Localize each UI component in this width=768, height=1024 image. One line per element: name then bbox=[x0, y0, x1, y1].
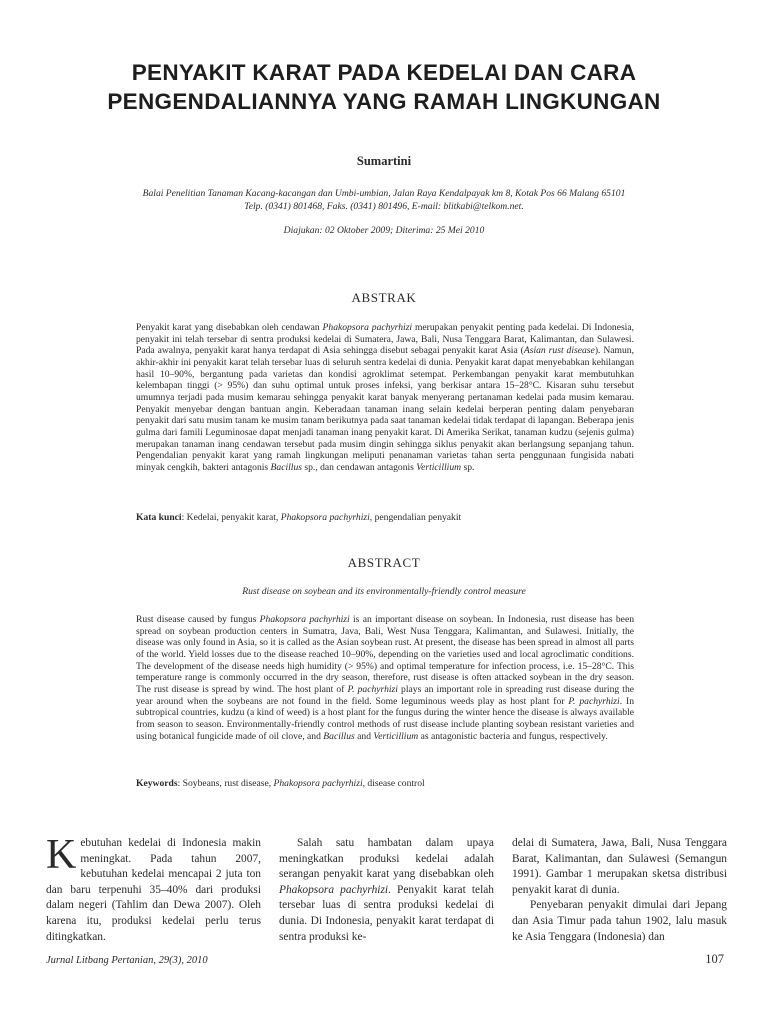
body-column-2 bbox=[279, 836, 494, 945]
abstrak-bacillus: Bacillus bbox=[270, 461, 302, 473]
abstract-text-1: Rust disease caused by fungus bbox=[136, 614, 260, 625]
submission-dates: Diajukan: 02 Oktober 2009; Diterima: 25 Mei 2010 bbox=[283, 225, 485, 236]
abstrak-heading: ABSTRAK bbox=[351, 290, 417, 305]
abstract-heading: ABSTRACT bbox=[347, 555, 421, 570]
article-title bbox=[0, 58, 768, 116]
abstract-verticillium: Verticillium bbox=[373, 730, 419, 742]
drop-cap: K bbox=[46, 832, 77, 878]
keywords bbox=[136, 778, 634, 790]
keywords-text-2: disease control bbox=[365, 778, 425, 789]
body-column-3 bbox=[512, 836, 727, 945]
keywords-species: Phakopsora pachyrhizi, bbox=[273, 778, 366, 789]
abstrak-asian-rust: Asian rust disease bbox=[523, 345, 595, 357]
column-2-text-2: . Penyakit karat telah tersebar luas di sentra produksi kedelai di dunia. Di Indonesia, penyakit karat terdapat di sentra produksi ke- bbox=[279, 883, 494, 943]
title-line-2: PENGENDALIANNYA YANG RAMAH LINGKUNGAN bbox=[107, 89, 661, 114]
abstract-species-3: P. pachyrhizi bbox=[568, 695, 620, 707]
abstrak-body bbox=[136, 322, 634, 474]
affiliation-line-1: Balai Penelitian Tanaman Kacang-kacangan dan Umbi-umbian, Jalan Raya Kendalpayak km 8, Kotak Pos 66 Malang 65101 bbox=[142, 188, 626, 199]
abstract-text-3: plays an important role in spreading rust disease during the year around when the soybeans are not found in the field. Some leguminous weeds play as host plant for bbox=[136, 683, 635, 707]
abstract-text-6: as antagonistic bacteria and fungus, respectively. bbox=[418, 730, 608, 742]
abstract-text-5: and bbox=[354, 730, 374, 742]
column-2-text-1: Salah satu hambatan dalam upaya meningkatkan produksi kedelai adalah serangan penyakit karat yang disebabkan oleh bbox=[279, 837, 494, 881]
abstract-bacillus: Bacillus bbox=[323, 730, 355, 742]
abstrak-verticillium: Verticillium bbox=[416, 461, 462, 473]
abstrak-text-5: sp. bbox=[461, 461, 475, 473]
keywords-label: Keywords bbox=[136, 778, 178, 789]
abstrak-text-1: Penyakit karat yang disebabkan oleh cendawan bbox=[136, 322, 323, 333]
column-3-para-1: delai di Sumatera, Jawa, Bali, Nusa Tenggara Barat, Kalimantan, dan Sulawesi (Semangun 1991). Gambar 1 merupakan sketsa distribusi penyakit karat di dunia. bbox=[512, 837, 727, 896]
abstract-text-4: . In subtropical countries, kudzu (a kind of weed) is a host plant for the fungus during the winter hence the disease is always available from season to season. Environmentally-friendly control methods of rust disease include planting soybean resistant varieties and using botanical fungicide made of oil clove, and bbox=[136, 695, 635, 742]
page-number: 107 bbox=[705, 952, 724, 966]
journal-citation: Jurnal Litbang Pertanian, 29(3), 2010 bbox=[46, 955, 208, 966]
title-line-1: PENYAKIT KARAT PADA KEDELAI DAN CARA bbox=[131, 60, 637, 85]
abstract-species-1: Phakopsora pachyrhizi bbox=[259, 614, 350, 625]
abstrak-text-2: merupakan penyakit penting pada kedelai. Di Indonesia, penyakit ini telah tersebar di sentra produksi kedelai di Sumatera, Jawa, Bali, Nusa Tenggara Barat, Kalimantan, dan Sulawesi. Pada awalnya, penyakit karat hanya terdapat di Asia sehingga disebut sebagai penyakit karat Asia ( bbox=[136, 322, 635, 357]
column-3-para-2: Penyebaran penyakit dimulai dari Jepang dan Asia Timur pada tahun 1902, lalu masuk ke Asia Tenggara (Indonesia) dan bbox=[512, 899, 727, 943]
author-name: Sumartini bbox=[356, 154, 412, 168]
abstract-subtitle: Rust disease on soybean and its environmentally-friendly control measure bbox=[242, 586, 526, 597]
abstrak-text-4: sp., dan cendawan antagonis bbox=[302, 461, 417, 473]
kata-kunci-label: Kata kunci bbox=[136, 512, 182, 523]
abstract-text-2: is an important disease on soybean. In Indonesia, rust disease has been spread on soybean production centers in Sumatra, Java, Bali, West Nusa Tenggara, Kalimantan, and Sulawesi. Initially, the disease was only found in Asia, so it is called as the Asian soybean rust. At present, the disease has been spread in almost all parts of the world. Yield losses due to the disease reached 10–90%, depending on the varieties used and local agroclimatic conditions. The development of the disease needs high humidity (> 95%) and optimal temperature for infection process, i.e. 15–28°C. This temperature range is commonly occurred in the dry season, therefore, rust disease is often attacked soybean in the dry season. The rust disease is spread by wind. The host plant of bbox=[136, 614, 634, 695]
keywords-text-1: : Soybeans, rust disease, bbox=[177, 778, 274, 789]
kata-kunci bbox=[136, 512, 634, 524]
abstrak-species: Phakopsora pachyrhizi bbox=[322, 322, 413, 333]
abstract-species-2: P. pachyrhizi bbox=[347, 683, 398, 695]
abstract-body bbox=[136, 614, 634, 742]
column-1-text: ebutuhan kedelai di Indonesia makin meningkat. Pada tahun 2007, kebutuhan kedelai mencapai 2 juta ton dan baru terpenuhi 35–40% dari produksi dalam negeri (Tahlim dan Dewa 2007). Oleh karena itu, produksi kedelai perlu terus ditingkatkan. bbox=[46, 837, 261, 943]
affiliation-line-2: Telp. (0341) 801468, Faks. (0341) 801496, E-mail: blitkabi@telkom.net. bbox=[244, 201, 524, 212]
kata-kunci-text-1: : Kedelai, penyakit karat, bbox=[181, 512, 281, 523]
kata-kunci-text-2: , pengendalian penyakit bbox=[369, 512, 462, 523]
body-column-1 bbox=[46, 832, 261, 945]
affiliation bbox=[0, 187, 768, 213]
abstrak-text-3: ). Namun, akhir-akhir ini penyakit karat telah tersebar luas di seluruh sentra kedelai di dunia. Penyakit karat dapat menyebabkan kehilangan hasil 10–90%, bergantung pada varietas dan kondisi agroklimat setempat. Perkembangan penyakit karat membutuhkan kelembapan tinggi (> 95%) dan suhu optimal untuk proses infeksi, yang berkisar antara 15–28°C. Kisaran suhu tersebut umumnya terjadi pada musim kemarau sehingga penyakit karat banyak menyerang pertanaman kedelai pada musim kemarau. Penyakit menyebar dengan bantuan angin. Keberadaan tanaman inang selain kedelai berperan penting dalam penyebaran penyakit dari satu musim tanam ke musim tanam berikutnya pada saat tanaman kedelai tidak terdapat di lapangan. Beberapa jenis gulma dari famili Leguminosae dapat menjadi tanaman inang penyakit karat. Di Amerika Serikat, tanaman kudzu (sejenis gulma) merupakan tanaman inang cendawan tersebut pada musim dingin sehingga siklus penyakit akan berlangsung sepanjang tahun. Pengendalian penyakit karat yang ramah lingkungan meliputi penanaman varietas tahan serta penggunaan fungisida nabati minyak cengkih, bakteri antagonis bbox=[136, 345, 634, 473]
kata-kunci-species: Phakopsora pachyrhizi bbox=[280, 512, 370, 523]
column-2-species: Phakopsora pachyrhizi bbox=[279, 883, 389, 896]
